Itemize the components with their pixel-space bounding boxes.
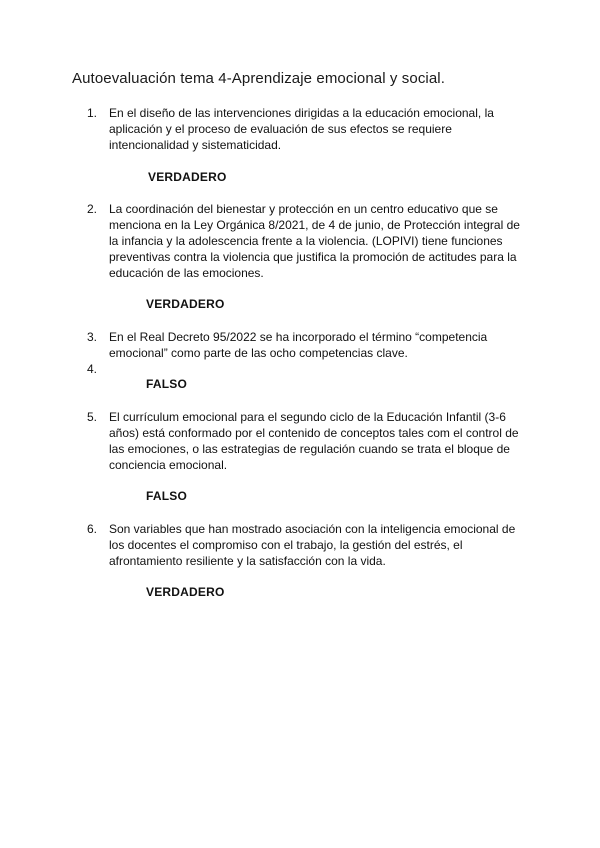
question-number: 1. [87,106,98,120]
question-line: educación de las emociones. [109,266,264,280]
question-line: menciona en la Ley Orgánica 8/2021, de 4 de junio, de Protección integral de [109,218,520,232]
question-number: 5. [87,410,98,424]
question-item [87,521,527,569]
question-line: La coordinación del bienestar y protección en un centro educativo que se [109,202,498,216]
question-line: En el diseño de las intervenciones dirigidas a la educación emocional, la [109,106,494,120]
question-item [87,105,527,153]
question-item [87,409,527,473]
question-line: emocional” como parte de las ocho competencias clave. [109,346,408,360]
answer-label: VERDADERO [146,585,225,599]
question-number: 2. [87,202,98,216]
answer-label: VERDADERO [148,170,227,184]
question-number: 3. [87,330,98,344]
question-line: conciencia emocional. [109,458,228,472]
question-number: 4. [87,362,98,376]
question-text [109,329,527,361]
answer-label: VERDADERO [146,297,225,311]
question-item [87,201,527,281]
answer-label: FALSO [146,489,188,503]
question-text [109,409,527,473]
question-line: En el Real Decreto 95/2022 se ha incorporado el término “competencia [109,330,488,344]
question-line: años) está conformado por el contenido de conceptos tales com el control de [109,426,519,440]
question-line: Son variables que han mostrado asociación con la inteligencia emocional de [109,522,516,536]
question-text [109,105,527,153]
question-text [109,521,527,569]
question-number: 6. [87,522,98,536]
question-line: preventivas contra la violencia que justifica la promoción de actitudes para la [109,250,517,264]
question-line: intencionalidad y sistematicidad. [109,138,282,152]
question-line: los docentes el compromiso con el trabajo, la gestión del estrés, el [109,538,463,552]
question-line: afrontamiento resiliente y la satisfacción con la vida. [109,554,386,568]
question-text [109,201,527,281]
question-item [87,329,527,361]
answer-label: FALSO [146,377,188,391]
question-line: El currículum emocional para el segundo ciclo de la Educación Infantil (3-6 [109,410,506,424]
question-line: aplicación y el proceso de evaluación de sus efectos se requiere [109,122,452,136]
question-line: la infancia y la adolescencia frente a la violencia. (LOPIVI) tiene funciones [109,234,503,248]
question-line: las emociones, o las estrategias de regulación cuando se trata el bloque de [109,442,510,456]
document-title: Autoevaluación tema 4-Aprendizaje emocional y social. [72,70,446,87]
